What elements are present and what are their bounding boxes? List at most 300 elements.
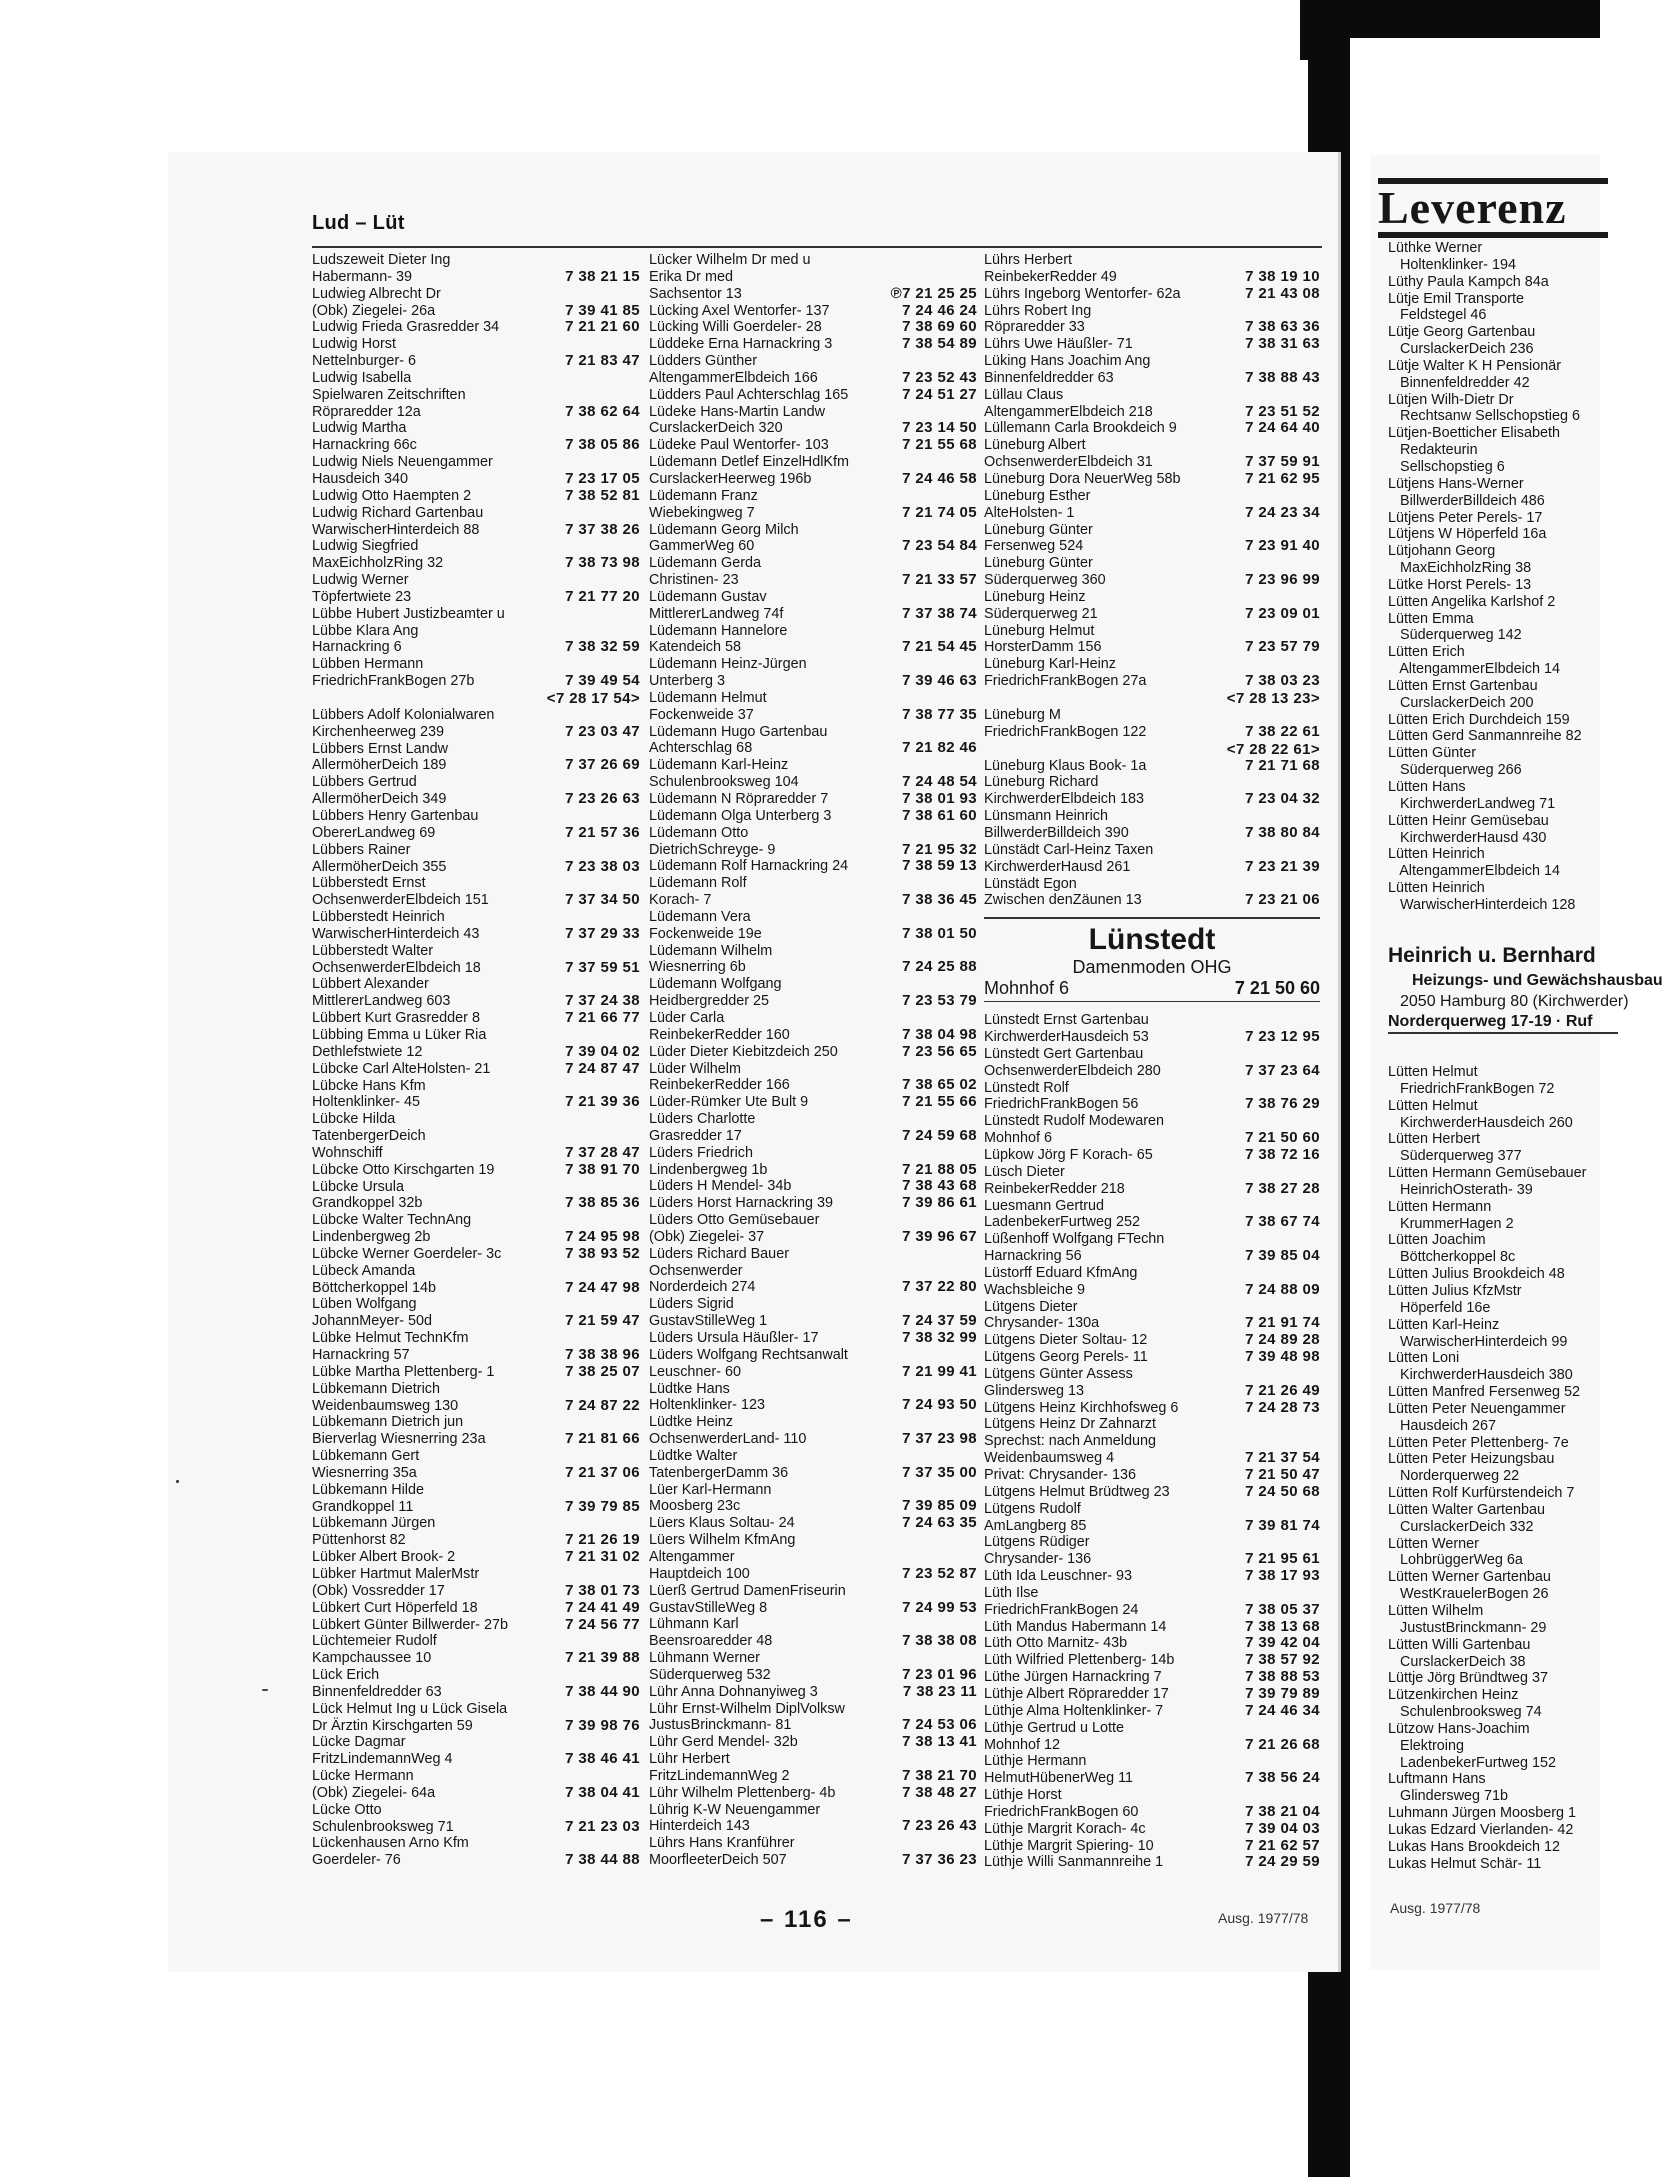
adjacent-entry-text: Lüthy Paula Kampch 84a <box>1388 273 1549 290</box>
entry-phone: 7 24 88 09 <box>1245 1280 1320 1298</box>
adjacent-entry-line <box>1388 863 1608 880</box>
adjacent-entry-text: Rechtsanw Sellschopstieg 6 <box>1388 408 1580 425</box>
entry-phone: 7 38 63 36 <box>1245 318 1320 336</box>
entry-phone: 7 39 46 63 <box>902 672 977 690</box>
directory-entry <box>649 1785 977 1802</box>
entry-phone: 7 24 48 54 <box>902 773 977 791</box>
entry-phone: 7 24 41 49 <box>565 1598 640 1616</box>
entry-phone: 7 37 26 69 <box>565 756 640 774</box>
directory-entry <box>984 252 1320 286</box>
directory-entry <box>649 1381 977 1415</box>
adjacent-entry-text: Lütten Werner <box>1388 1535 1479 1552</box>
entry-name: Lüthje Margrit Spiering- 10 <box>984 1837 1154 1854</box>
entry-phone: 7 21 95 61 <box>1245 1550 1320 1568</box>
entry-phone: 7 38 54 89 <box>902 335 977 353</box>
entry-phone: 7 21 21 60 <box>565 318 640 336</box>
entry-phone: 7 23 03 47 <box>565 722 640 740</box>
adjacent-entry-line <box>1388 1249 1608 1266</box>
entry-name: Lüders Richard Bauer Ochsenwerder Norderdeich 274 <box>649 1245 789 1296</box>
entry-phone: 7 21 95 32 <box>902 840 977 858</box>
directory-entry <box>649 1583 977 1617</box>
entry-phone: 7 23 52 43 <box>902 368 977 386</box>
entry-phone: 7 24 25 88 <box>902 958 977 976</box>
entry-name: Lüneburg Esther AlteHolsten- 1 <box>984 487 1091 521</box>
entry-name: Lüth Ida Leuschner- 93 <box>984 1568 1133 1585</box>
directory-entry <box>649 488 977 522</box>
entry-phone: 7 38 21 70 <box>902 1766 977 1784</box>
entry-phone: 7 24 51 27 <box>902 385 977 403</box>
adjacent-entry-line <box>1388 577 1608 594</box>
adjacent-entry-line <box>1388 1064 1608 1081</box>
directory-entry <box>649 319 977 336</box>
adjacent-entry-line <box>1388 1148 1608 1165</box>
directory-entry <box>984 420 1320 437</box>
entry-name: Lühr Gerd Mendel- 32b <box>649 1734 798 1751</box>
column-1 <box>312 252 640 1869</box>
entry-name: Lüdemann Hugo Gartenbau Achterschlag 68 <box>649 723 828 757</box>
column-2 <box>649 252 977 1869</box>
entry-phone: 7 21 37 06 <box>565 1463 640 1481</box>
directory-entry <box>312 488 640 505</box>
entry-phone: 7 37 59 51 <box>565 958 640 976</box>
adjacent-entry-line <box>1388 1569 1608 1586</box>
entry-phone: 7 21 62 57 <box>1245 1836 1320 1854</box>
adjacent-entry-line <box>1388 274 1608 291</box>
directory-entry <box>649 437 977 454</box>
entry-phone: 7 38 61 60 <box>902 806 977 824</box>
entry-phone: 7 39 98 76 <box>565 1716 640 1734</box>
entry-name: Lücking Willi Goerdeler- 28 <box>649 319 822 336</box>
entry-name: Lühr Herbert FritzLindemannWeg 2 <box>649 1751 790 1784</box>
entry-phone: 7 37 59 91 <box>1245 453 1320 471</box>
entry-name: Lübben Hermann FriedrichFrankBogen 27b <box>312 656 475 690</box>
entry-name: Lübberstedt Ernst OchsenwerderElbdeich 151 <box>312 875 489 909</box>
entry-phone: 7 21 82 46 <box>902 739 977 757</box>
directory-entry <box>312 1835 640 1869</box>
directory-entry <box>984 1787 1320 1821</box>
directory-entry <box>312 370 640 421</box>
entry-phone: 7 21 39 88 <box>565 1649 640 1667</box>
entry-phone: 7 24 50 68 <box>1245 1482 1320 1500</box>
entry-name: Lütgens Heinz Dr Zahnarzt Sprechst: nach Anmeldung Weidenbaumsweg 4 <box>984 1416 1156 1467</box>
directory-entry <box>312 1667 640 1701</box>
entry-phone: 7 21 37 54 <box>1245 1449 1320 1467</box>
entry-phone: 7 24 53 06 <box>902 1716 977 1734</box>
adjacent-entry-text: Lukas Hans Brookdeich 12 <box>1388 1838 1560 1855</box>
entry-name: Lüßenhoff Wolfgang FTechn Harnackring 56 <box>984 1231 1165 1265</box>
directory-entry <box>312 1330 640 1364</box>
adjacent-entry-text: Lütje Walter K H Pensionär <box>1388 357 1562 374</box>
adjacent-entry-line <box>1388 1300 1608 1317</box>
adjacent-entry-line <box>1388 611 1608 628</box>
directory-entry <box>984 842 1320 876</box>
directory-entry <box>649 1296 977 1330</box>
edition-note: Ausg. 1977/78 <box>1218 1910 1309 1926</box>
entry-phone: 7 24 56 77 <box>565 1615 640 1633</box>
adjacent-entry-text: Lütten Karl-Heinz <box>1388 1316 1500 1333</box>
entry-phone: 7 38 36 45 <box>902 891 977 909</box>
column-3-lower <box>984 1012 1320 1871</box>
entry-phone: 7 24 87 47 <box>565 1059 640 1077</box>
adjacent-entry-line <box>1388 728 1608 745</box>
directory-entry <box>649 1835 977 1869</box>
entry-name: Ludszeweit Dieter Ing Habermann- 39 <box>312 252 451 285</box>
entry-phone: 7 39 85 09 <box>902 1497 977 1515</box>
directory-entry <box>984 1501 1320 1535</box>
entry-phone: 7 24 29 59 <box>1245 1853 1320 1871</box>
directory-entry <box>984 1400 1320 1417</box>
entry-name: Privat: Chrysander- 136 <box>984 1467 1136 1483</box>
entry-phone: 7 38 25 07 <box>565 1362 640 1380</box>
entry-phone: 7 21 26 68 <box>1245 1735 1320 1753</box>
adjacent-entry-line <box>1388 1418 1608 1435</box>
entry-name: Lübke Martha Plettenberg- 1 <box>312 1363 495 1380</box>
entry-phone: 7 38 46 41 <box>565 1750 640 1768</box>
adjacent-entry-line <box>1388 1704 1608 1721</box>
adjacent-ad-city: 2050 Hamburg 80 (Kirchwerder) <box>1400 993 1629 1010</box>
directory-entry <box>312 1482 640 1516</box>
directory-entry <box>984 1080 1320 1114</box>
entry-phone: 7 38 91 70 <box>565 1160 640 1178</box>
directory-entry <box>984 1164 1320 1198</box>
entry-name: Lührig K-W Neuengammer Hinterdeich 143 <box>649 1801 821 1835</box>
entry-phone: 7 38 05 37 <box>1245 1600 1320 1618</box>
directory-entry <box>312 774 640 808</box>
adjacent-entry-line <box>1388 1771 1608 1788</box>
entry-name: Lünstedt Rolf FriedrichFrankBogen 56 <box>984 1079 1139 1113</box>
directory-entry <box>984 1821 1320 1838</box>
directory-entry <box>312 842 640 876</box>
entry-name: Lüthje Hermann HelmutHübenerWeg 11 <box>984 1753 1134 1787</box>
entry-name: Lührs Herbert ReinbekerRedder 49 <box>984 252 1117 285</box>
entry-phone: 7 38 32 59 <box>565 638 640 656</box>
directory-entry <box>649 1414 977 1448</box>
entry-phone: 7 21 74 05 <box>902 503 977 521</box>
directory-entry <box>312 1364 640 1381</box>
entry-name: Lüdemann Heinz-Jürgen Unterberg 3 <box>649 656 807 690</box>
directory-entry <box>984 876 1320 910</box>
adjacent-entry-line <box>1388 408 1608 425</box>
directory-entry <box>312 1111 640 1162</box>
adjacent-entry-text: Hausdeich 267 <box>1388 1417 1497 1434</box>
directory-entry <box>984 437 1320 471</box>
entry-name: Lühmann Karl Beensroaredder 48 <box>649 1616 773 1650</box>
directory-entry <box>312 1212 640 1246</box>
adjacent-entry-text: Norderquerweg 22 <box>1388 1468 1520 1485</box>
directory-entry <box>984 1635 1320 1652</box>
entry-name: Lübbe Hubert Justizbeamter u Lübbe Klara Ang Harnackring 6 <box>312 605 505 656</box>
adjacent-entry-text: Lütten Walter Gartenbau <box>1388 1501 1546 1518</box>
entry-name: Lübbers Ernst Landw AllermöherDeich 189 <box>312 740 448 774</box>
adjacent-entry-line <box>1388 341 1608 358</box>
adjacent-entry-text: WarwischerHinterdeich 128 <box>1388 896 1576 913</box>
adjacent-entry-text: Lütten Hans <box>1388 779 1466 795</box>
directory-entry <box>984 1012 1320 1046</box>
entry-phone: 7 38 65 02 <box>902 1076 977 1094</box>
entry-phone: 7 39 79 85 <box>565 1497 640 1515</box>
adjacent-entry-line <box>1388 1283 1608 1300</box>
directory-entry <box>649 522 977 556</box>
directory-entry <box>649 825 977 859</box>
adjacent-entry-line <box>1388 291 1608 308</box>
entry-name: Lübbers Gertrud AllermöherDeich 349 <box>312 774 447 808</box>
entry-phone: 7 23 53 79 <box>902 992 977 1010</box>
entry-name: Lüdeke Paul Wentorfer- 103 <box>649 437 829 454</box>
directory-entry <box>984 471 1320 488</box>
adjacent-entry-line <box>1388 1266 1608 1283</box>
adjacent-entry-text: Lütten Ernst Gartenbau <box>1388 677 1538 694</box>
directory-entry <box>312 1162 640 1179</box>
adjacent-entry-text: MaxEichholzRing 38 <box>1388 560 1532 577</box>
entry-phone: 7 24 46 24 <box>902 301 977 319</box>
directory-entry <box>312 1448 640 1482</box>
entry-name: Lünsmann Heinrich BillwerderBilldeich 390 <box>984 808 1129 841</box>
directory-entry <box>649 1616 977 1650</box>
directory-entry <box>984 555 1320 589</box>
running-head: Lud – Lüt <box>312 212 405 234</box>
directory-entry <box>649 336 977 353</box>
directory-entry <box>984 623 1320 657</box>
directory-entry <box>312 1802 640 1836</box>
directory-entry <box>312 1600 640 1617</box>
entry-phone: 7 23 57 79 <box>1245 638 1320 656</box>
entry-phone: 7 23 52 87 <box>902 1564 977 1582</box>
entry-name: Lüdemann Helmut Fockenweide 37 <box>649 689 767 723</box>
entry-phone: 7 37 23 98 <box>902 1430 977 1448</box>
directory-entry <box>649 1448 977 1482</box>
adjacent-entry-line <box>1388 1502 1608 1519</box>
entry-name: Lüders Ursula Häußler- 17 <box>649 1330 819 1346</box>
entry-phone: 7 21 77 20 <box>565 587 640 605</box>
adjacent-entry-line <box>1388 543 1608 560</box>
adjacent-entry-text: Lüthke Werner <box>1388 240 1483 256</box>
adjacent-entry-line <box>1388 846 1608 863</box>
adjacent-entry-text: Süderquerweg 377 <box>1388 1148 1522 1165</box>
adjacent-entry-text: Lütten Herbert <box>1388 1131 1480 1148</box>
adjacent-entry-text: CurslackerDeich 236 <box>1388 341 1534 358</box>
entry-name: Lührs Robert Ing Röpraredder 33 <box>984 302 1092 336</box>
scan-speck <box>262 1689 268 1691</box>
directory-entry <box>649 791 977 808</box>
adjacent-entry-line <box>1388 1603 1608 1620</box>
entry-phone: 7 38 57 92 <box>1245 1651 1320 1669</box>
entry-name: Lübberstedt Heinrich WarwischerHinterdeich 43 <box>312 909 480 942</box>
directory-entry <box>649 404 977 438</box>
entry-name: Lübbert Kurt Grasredder 8 <box>312 1010 480 1027</box>
directory-entry <box>649 303 977 320</box>
directory-entry <box>984 336 1320 353</box>
entry-name: Lüdemann Hannelore Katendeich 58 <box>649 622 788 656</box>
entry-phone: 7 24 59 68 <box>902 1126 977 1144</box>
entry-name: Lüddeke Erna Harnackring 3 <box>649 336 833 353</box>
entry-name: Lüdemann Olga Unterberg 3 <box>649 807 832 824</box>
directory-entry <box>312 943 640 977</box>
entry-phone: 7 21 50 60 <box>1245 1129 1320 1147</box>
entry-phone: 7 38 72 16 <box>1245 1145 1320 1163</box>
column-3-upper <box>984 252 1320 909</box>
entry-phone: 7 23 38 03 <box>565 857 640 875</box>
entry-name: Lüpkow Jörg F Korach- 65 <box>984 1146 1153 1163</box>
entry-phone: 7 23 04 32 <box>1245 790 1320 808</box>
entry-phone: 7 23 91 40 <box>1245 537 1320 555</box>
directory-entry <box>312 1768 640 1802</box>
entry-phone: 7 38 01 50 <box>902 924 977 942</box>
entry-phone: 7 38 43 68 <box>902 1177 977 1195</box>
adjacent-column-lower <box>1388 1064 1608 1873</box>
adjacent-ad-subtitle: Heizungs- und Gewächshausbau <box>1412 972 1663 989</box>
entry-phone: ℗7 21 25 25 <box>890 284 977 302</box>
adjacent-entry-line <box>1388 796 1608 813</box>
entry-name: Lüllemann Carla Brookdeich 9 <box>984 420 1177 437</box>
directory-entry <box>984 1467 1320 1484</box>
directory-entry <box>312 1010 640 1027</box>
entry-phone: 7 21 50 47 <box>1245 1466 1320 1483</box>
directory-entry <box>312 1701 640 1735</box>
entry-alternate-phone: <7 28 22 61> <box>1226 740 1320 758</box>
adjacent-ad-street: Norderquerweg 17-19 · Ruf <box>1388 1012 1618 1034</box>
entry-phone: 7 38 04 98 <box>902 1025 977 1043</box>
entry-phone: 7 38 38 08 <box>902 1632 977 1650</box>
entry-phone: 7 38 44 90 <box>565 1682 640 1700</box>
adjacent-entry-text: Lütjens Peter Perels- 17 <box>1388 509 1543 526</box>
entry-name: Lücker Wilhelm Dr med u Erika Dr med Sachsentor 13 <box>649 252 811 302</box>
adjacent-entry-line <box>1388 1384 1608 1401</box>
directory-entry <box>649 1246 977 1297</box>
adjacent-entry-text: KirchwerderLandweg 71 <box>1388 795 1556 812</box>
entry-phone: 7 38 27 28 <box>1245 1179 1320 1197</box>
adjacent-entry-text: Luftmann Hans <box>1388 1771 1486 1788</box>
entry-name: Lüking Hans Joachim Ang Binnenfeldredder 63 <box>984 353 1151 386</box>
directory-entry <box>312 1061 640 1078</box>
entry-phone: 7 39 49 54 <box>565 672 640 690</box>
directory-entry <box>984 1147 1320 1164</box>
entry-phone: 7 24 99 53 <box>902 1598 977 1616</box>
entry-phone: 7 23 26 63 <box>565 790 640 808</box>
directory-entry <box>312 1617 640 1634</box>
directory-entry <box>649 858 977 875</box>
directory-entry <box>984 1720 1320 1754</box>
adjacent-entry-line <box>1388 813 1608 830</box>
directory-entry <box>649 757 977 791</box>
adjacent-entry-line <box>1388 1115 1608 1132</box>
directory-entry <box>649 1347 977 1381</box>
entry-phone: 7 38 17 93 <box>1245 1567 1320 1585</box>
entry-name: Lüneburg Richard KirchwerderElbdeich 183 <box>984 774 1144 808</box>
entry-name: Lüdemann Wilhelm Wiesnerring 6b <box>649 942 773 976</box>
directory-entry <box>649 454 977 488</box>
adjacent-entry-line <box>1388 1451 1608 1468</box>
adjacent-entry-line <box>1388 476 1608 493</box>
entry-phone: 7 21 26 49 <box>1245 1381 1320 1399</box>
adjacent-entry-line <box>1388 695 1608 712</box>
adjacent-entry-line <box>1388 1519 1608 1536</box>
entry-name: Lütgens Günter Assess Glindersweg 13 <box>984 1365 1133 1399</box>
entry-phone: 7 38 44 88 <box>565 1851 640 1869</box>
adjacent-entry-text: Lütke Horst Perels- 13 <box>1388 576 1532 593</box>
adjacent-entry-text: Lütjen-Boetticher Elisabeth <box>1388 425 1560 442</box>
adjacent-entry-line <box>1388 1216 1608 1233</box>
adjacent-entry-text: WestKrauelerBogen 26 <box>1388 1586 1549 1603</box>
entry-phone: 7 21 43 08 <box>1245 284 1320 302</box>
entry-name: Lübcke Otto Kirschgarten 19 <box>312 1161 495 1178</box>
entry-name: Lüdemann Gerda Christinen- 23 <box>649 555 762 589</box>
directory-entry <box>649 1734 977 1751</box>
entry-name: Ludwig Horst Nettelnburger- 6 <box>312 336 416 370</box>
entry-phone: 7 39 85 04 <box>1245 1247 1320 1265</box>
entry-name: Lüth Ilse FriedrichFrankBogen 24 <box>984 1584 1139 1618</box>
entry-name: Lübkert Curt Höperfeld 18 <box>312 1599 478 1616</box>
entry-name: Lüdemann N Röpraredder 7 <box>649 791 829 807</box>
adjacent-entry-line <box>1388 1637 1608 1654</box>
adjacent-entry-text: AltengammerElbdeich 14 <box>1388 661 1560 678</box>
adjacent-entry-text: Schulenbrooksweg 74 <box>1388 1704 1542 1721</box>
adjacent-entry-text: WarwischerHinterdeich 99 <box>1388 1333 1568 1350</box>
directory-entry <box>984 353 1320 387</box>
directory-entry <box>312 319 640 336</box>
entry-phone: 7 24 47 98 <box>565 1278 640 1296</box>
directory-entry <box>649 1802 977 1836</box>
entry-phone: 7 37 36 23 <box>902 1851 977 1869</box>
directory-entry <box>312 1633 640 1667</box>
adjacent-entry-text: Höperfeld 16e <box>1388 1299 1491 1316</box>
scanner-black-corner <box>1350 0 1600 38</box>
adjacent-entry-line <box>1388 594 1608 611</box>
directory-entry <box>312 420 640 454</box>
entry-phone: 7 23 54 84 <box>902 537 977 555</box>
entry-phone: 7 39 96 67 <box>902 1227 977 1245</box>
entry-name: Lühmann Werner Süderquerweg 532 <box>649 1650 771 1683</box>
adjacent-entry-text: LadenbekerFurtweg 152 <box>1388 1754 1557 1771</box>
entry-phone: 7 24 46 58 <box>902 469 977 487</box>
directory-entry <box>984 1854 1320 1871</box>
adjacent-entry-text: LohbrüggerWeg 6a <box>1388 1552 1523 1569</box>
entry-name: Lührs Uwe Häußler- 71 <box>984 336 1133 353</box>
entry-name: Lüers Wilhelm KfmAng Altengammer Hauptdeich 100 <box>649 1532 796 1582</box>
adjacent-entry-line <box>1388 712 1608 729</box>
adjacent-entry-line <box>1388 1856 1608 1873</box>
entry-phone: 7 38 31 63 <box>1245 335 1320 353</box>
entry-phone: 7 24 95 98 <box>565 1228 640 1246</box>
entry-alternate-phone: <7 28 13 23> <box>1226 689 1320 707</box>
adjacent-entry-line <box>1388 1435 1608 1452</box>
entry-phone: 7 21 55 68 <box>902 436 977 454</box>
directory-entry <box>984 488 1320 522</box>
entry-name: Lübeck Amanda Böttcherkoppel 14b <box>312 1262 437 1296</box>
directory-entry <box>984 1113 1320 1147</box>
adjacent-entry-line <box>1388 880 1608 897</box>
adjacent-entry-text: Lütje Emil Transporte <box>1388 290 1524 307</box>
entry-name: Luesmann Gertrud LadenbekerFurtweg 252 <box>984 1197 1141 1231</box>
entry-name: Lüthje Horst FriedrichFrankBogen 60 <box>984 1787 1139 1820</box>
directory-entry <box>984 1332 1320 1349</box>
entry-phone: 7 37 38 74 <box>902 604 977 622</box>
directory-entry <box>984 1703 1320 1720</box>
entry-phone: 7 38 38 96 <box>565 1346 640 1363</box>
entry-name: Lüerß Gertrud DamenFriseurin GustavStilleWeg 8 <box>649 1582 846 1616</box>
entry-name: Lüthje Gertrud u Lotte Mohnhof 12 <box>984 1719 1124 1753</box>
directory-entry <box>984 1669 1320 1686</box>
adjacent-entry-text: Lütten Hermann Gemüsebauer <box>1388 1165 1587 1182</box>
directory-entry <box>649 1178 977 1195</box>
entry-name: Lücke Otto Schulenbrooksweg 71 <box>312 1801 454 1835</box>
adjacent-entry-line <box>1388 1670 1608 1687</box>
adjacent-entry-line <box>1388 1081 1608 1098</box>
adjacent-entry-text: Lütten Erich Durchdeich 159 <box>1388 711 1570 728</box>
directory-entry <box>649 1212 977 1246</box>
entry-name: Lübbers Adolf Kolonialwaren Kirchenheerweg 239 <box>312 706 495 740</box>
entry-name: Lütgens Rüdiger Chrysander- 136 <box>984 1534 1092 1568</box>
directory-entry <box>649 1650 977 1684</box>
